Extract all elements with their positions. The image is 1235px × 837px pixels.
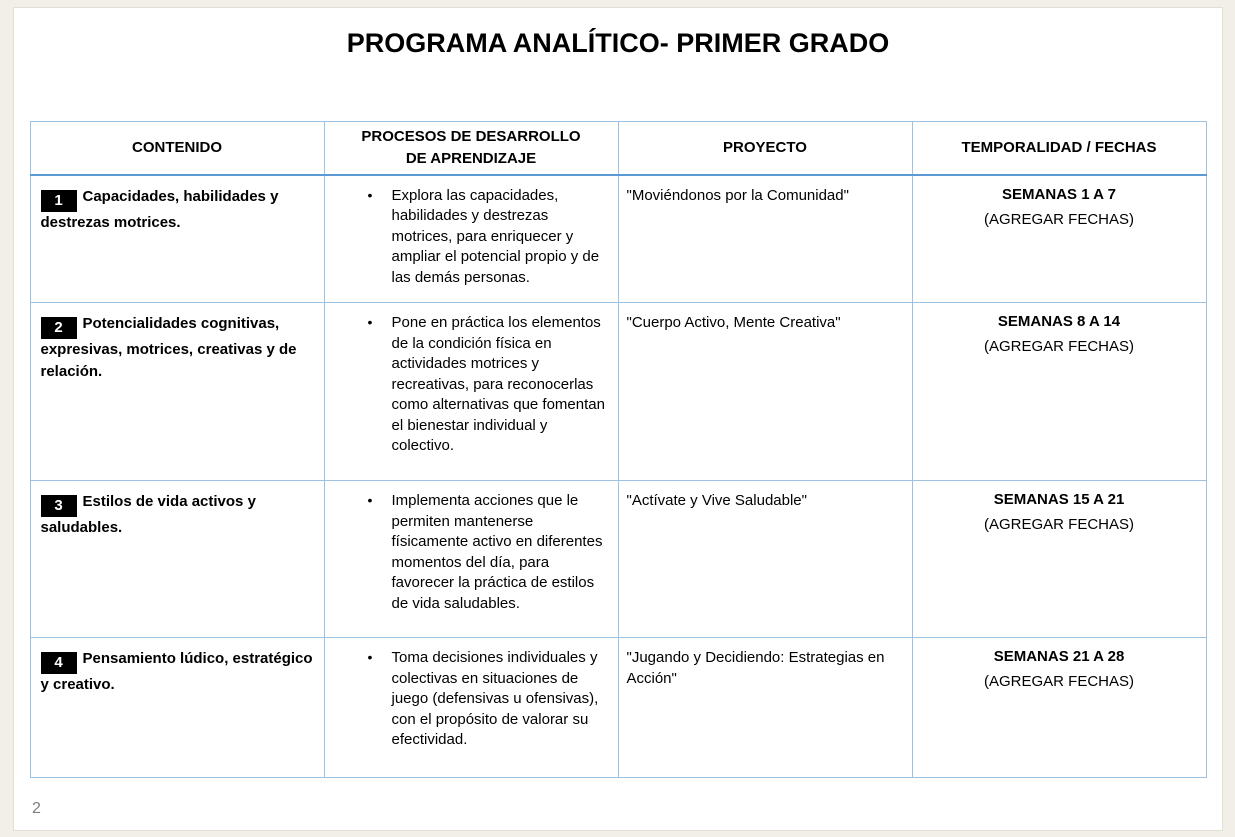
contenido-cell [30, 303, 324, 481]
table-row [30, 481, 1206, 638]
proyecto-cell: "Cuerpo Activo, Mente Creativa" [618, 303, 912, 481]
temporalidad-cell [912, 638, 1206, 778]
proyecto-cell: "Jugando y Decidiendo: Estrategias en Acción" [618, 638, 912, 778]
bullet-list-item [325, 176, 618, 289]
topic-number-badge: 1 [41, 190, 77, 212]
document-page [13, 7, 1223, 831]
semanas-label: SEMANAS 21 A 28 [993, 648, 1125, 665]
proceso-text: Pone en práctica los elementos de la condición física en actividades motrices y recreativas, para reconocerlas como alternativas que fomentan el bienestar individual y colectivo. [391, 314, 605, 455]
contenido-cell [30, 175, 324, 303]
column-header-contenido: CONTENIDO [30, 122, 324, 175]
proceso-text: Toma decisiones individuales y colectivas en situaciones de juego (defensivas u ofensivas), con el propósito de valorar su efectividad. [391, 649, 599, 749]
bullet-icon: • [367, 492, 373, 508]
temporalidad-cell [912, 303, 1206, 481]
column-header-proyecto: PROYECTO [618, 122, 912, 175]
bullet-list-item [325, 481, 618, 614]
topic-number-badge: 2 [41, 317, 77, 339]
column-header-procesos: PROCESOS DE DESARROLLO DE APRENDIZAJE [324, 122, 618, 175]
contenido-cell [30, 638, 324, 778]
table-row [30, 175, 1206, 303]
proceso-text: Implementa acciones que le permiten mantenerse físicamente activo en diferentes momentos del día, para favorecer la práctica de estilos de vida saludables. [391, 492, 603, 612]
column-header-temporalidad: TEMPORALIDAD / FECHAS [912, 122, 1206, 175]
table-row [30, 638, 1206, 778]
proyecto-cell: "Moviéndonos por la Comunidad" [618, 175, 912, 303]
contenido-cell [30, 481, 324, 638]
semanas-label: SEMANAS 15 A 21 [993, 491, 1125, 508]
bullet-icon: • [367, 649, 373, 665]
program-table [30, 121, 1207, 778]
bullet-list-item [325, 638, 618, 751]
temporalidad-cell [912, 175, 1206, 303]
fechas-label: (AGREGAR FECHAS) [983, 673, 1134, 690]
temporalidad-cell [912, 481, 1206, 638]
page-number: 2 [32, 800, 41, 817]
contenido-text: Capacidades, habilidades y destrezas motrices. [40, 187, 279, 231]
proyecto-cell: "Actívate y Vive Saludable" [618, 481, 912, 638]
semanas-label: SEMANAS 8 A 14 [997, 313, 1121, 330]
proceso-cell [324, 638, 618, 778]
fechas-label: (AGREGAR FECHAS) [983, 210, 1134, 228]
table-row [30, 303, 1206, 481]
fechas-label: (AGREGAR FECHAS) [983, 516, 1134, 533]
topic-number-badge: 4 [41, 652, 77, 674]
contenido-text: Pensamiento lúdico, estratégico y creativo. [40, 650, 313, 693]
proceso-text: Explora las capacidades, habilidades y destrezas motrices, para enriquecer y ampliar el potencial propio y de las demás personas. [391, 186, 600, 286]
proceso-cell [324, 481, 618, 638]
header-row [30, 122, 1206, 175]
bullet-list-item [325, 303, 618, 457]
proceso-cell [324, 303, 618, 481]
semanas-label: SEMANAS 1 A 7 [1002, 185, 1116, 203]
bullet-icon: • [367, 314, 373, 330]
contenido-text: Estilos de vida activos y saludables. [40, 493, 256, 536]
proceso-cell [324, 175, 618, 303]
bullet-icon: • [367, 186, 373, 203]
page-title: PROGRAMA ANALÍTICO- PRIMER GRADO [346, 28, 890, 58]
topic-number-badge: 3 [41, 495, 77, 517]
contenido-text: Potencialidades cognitivas, expresivas, motrices, creativas y de relación. [40, 315, 297, 380]
fechas-label: (AGREGAR FECHAS) [983, 338, 1134, 355]
